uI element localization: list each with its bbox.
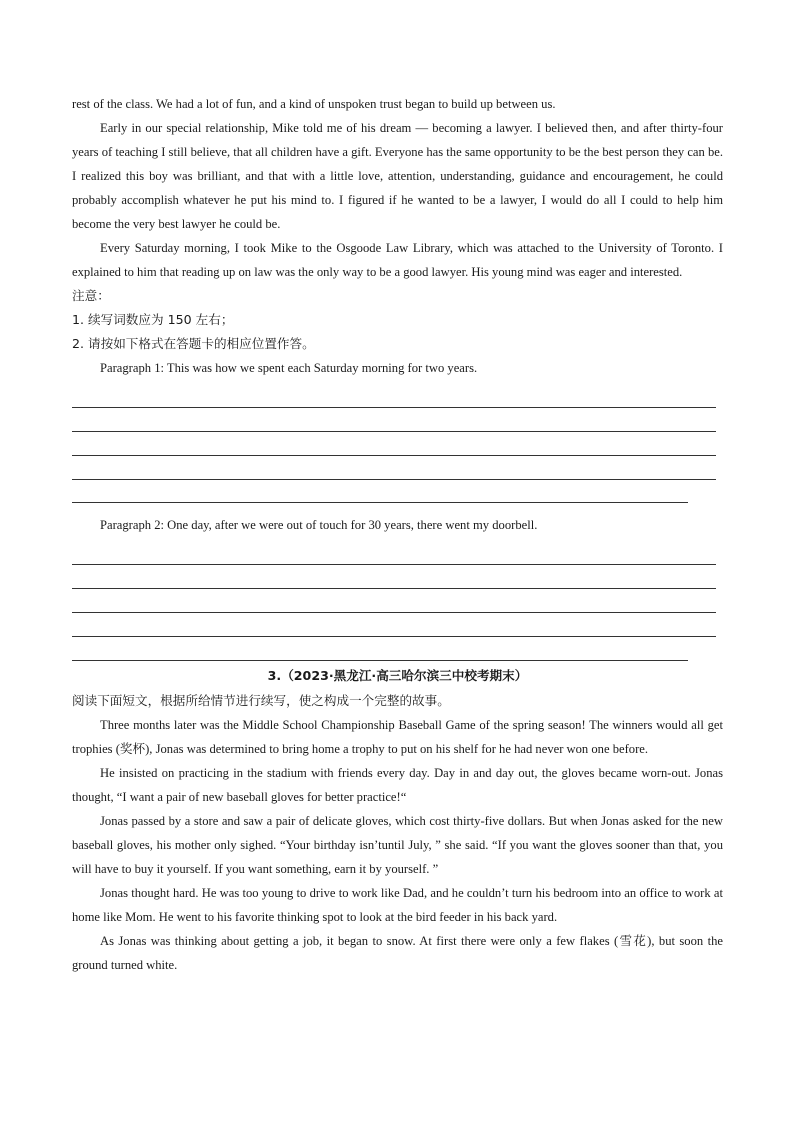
notes-item-1: 1. 续写词数应为 150 左右； [72, 312, 234, 327]
answer-line [72, 565, 716, 589]
answer-line [72, 541, 716, 565]
answer-line [72, 613, 716, 637]
paragraph-1-prompt: Paragraph 1: This was how we spent each Saturday morning for two years. [100, 361, 478, 375]
passage-paragraph-2: Early in our special relationship, Mike told me of his dream — becoming a lawyer. I believed then, and after thirty-four years of teaching I still believe, that all children have a gift. Everyone has the same opportunity to be the best person they can be. I realized this boy was brilliant, and that with a little love, attention, understanding, guidance and encouragement, he could probably accomplish whatever he put his mind to. I figured if he wanted to be a lawyer, I would do all I could to help him become the very best lawyer he could be. [72, 121, 723, 231]
notes-item-2: 2. 请按如下格式在答题卡的相应位置作答。 [72, 336, 315, 351]
story-paragraph-5: As Jonas was thinking about getting a job, it began to snow. At first there were only a few flakes (雪花), but soon the ground turned white. [72, 933, 723, 972]
answer-line [72, 456, 716, 480]
story-paragraph-4: Jonas thought hard. He was too young to drive to work like Dad, and he couldn’t turn his bedroom into an office to work at home like Mom. He went to his favorite thinking spot to look at the bird feeder in his back yard. [72, 885, 723, 924]
answer-line [72, 384, 716, 408]
passage-paragraph-1: rest of the class. We had a lot of fun, and a kind of unspoken trust began to build up between us. [72, 97, 556, 111]
story-paragraph-1: Three months later was the Middle School Championship Baseball Game of the spring season! The winners would all get trophies (奖杯), Jonas was determined to bring home a trophy to put on his shelf for he had never won one before. [72, 717, 723, 756]
answer-lines-paragraph-1 [72, 384, 723, 503]
notes-heading: 注意： [72, 288, 110, 303]
answer-line [72, 480, 688, 504]
story-paragraph-3: Jonas passed by a store and saw a pair of delicate gloves, which cost thirty-five dollars. But when Jonas asked for the new baseball gloves, his mother only sighed. “Your birthday isn’tuntil July, ” she said. “If you want the gloves sooner than that, you will have to buy it yourself. If you want something, earn it by yourself. ” [72, 813, 723, 876]
answer-line [72, 589, 716, 613]
answer-line [72, 637, 688, 661]
answer-line [72, 432, 716, 456]
story-paragraph-2: He insisted on practicing in the stadium with friends every day. Day in and day out, the gloves became worn-out. Jonas thought, “I want a pair of new baseball gloves for better practice!“ [72, 765, 723, 804]
question-3-title: 3.（2023·黑龙江·高三哈尔滨三中校考期末） [267, 667, 528, 683]
question-3-instruction: 阅读下面短文，根据所给情节进行续写，使之构成一个完整的故事。 [72, 692, 450, 708]
page-content [72, 92, 723, 977]
answer-lines-paragraph-2 [72, 541, 723, 660]
paragraph-2-prompt: Paragraph 2: One day, after we were out of touch for 30 years, there went my doorbell. [100, 518, 538, 533]
passage-paragraph-3: Every Saturday morning, I took Mike to the Osgoode Law Library, which was attached to the University of Toronto. I explained to him that reading up on law was the only way to be a good lawyer. His young mind was eager and interested. [72, 241, 723, 279]
answer-line [72, 408, 716, 432]
